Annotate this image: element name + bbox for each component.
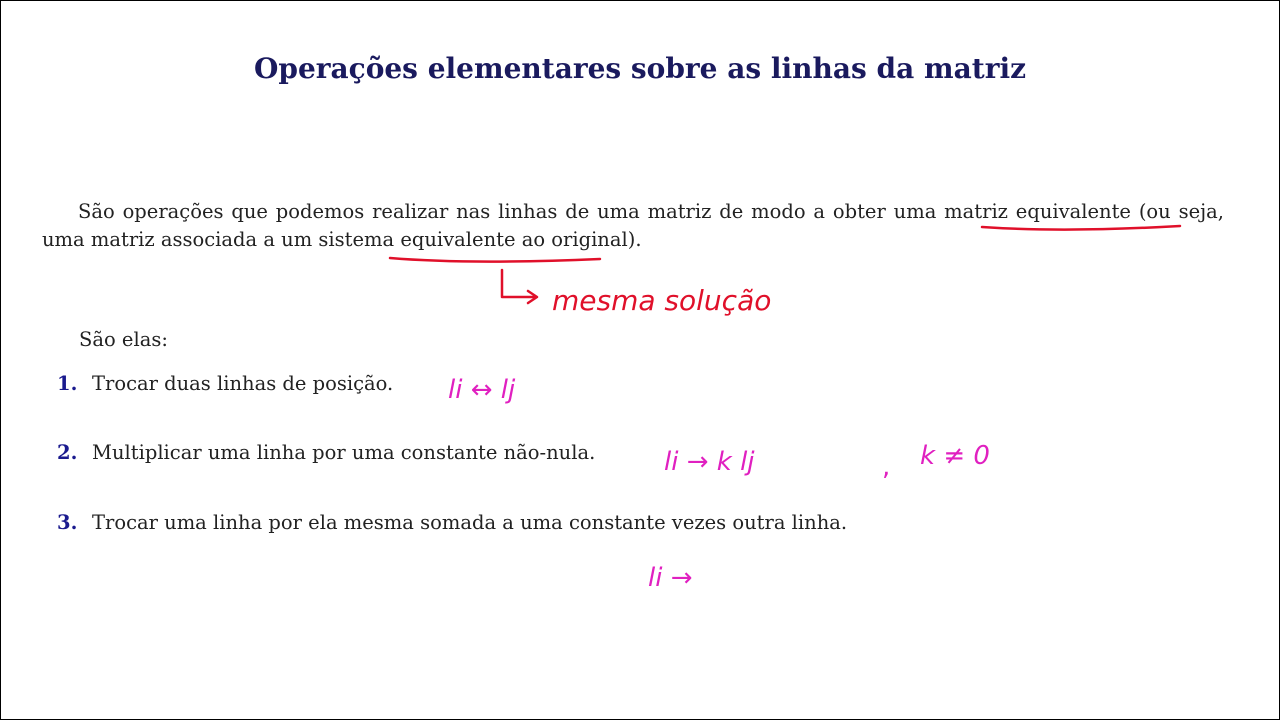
underline-matriz-equivalente <box>982 226 1180 230</box>
paragraph-text-3: ao original). <box>515 228 642 251</box>
annotation-sum: li → <box>648 563 693 593</box>
item-text: Trocar duas linhas de posição. <box>92 372 394 395</box>
item-number: 2. <box>57 441 78 464</box>
annotation-swap: li ↔ lj <box>448 375 516 405</box>
note-mesma-solucao: mesma solução <box>552 284 772 317</box>
item-text: Trocar uma linha por ela mesma somada a uma constante vezes outra linha. <box>92 511 848 534</box>
underlined-matriz-equivalente: matriz equivalente <box>944 200 1131 223</box>
list-intro: São elas: <box>79 328 168 351</box>
annotation-scale: li → k lj <box>664 447 755 477</box>
item-number: 3. <box>57 511 78 534</box>
slide-title: Operações elementares sobre as linhas da matriz <box>253 52 1027 85</box>
item-number: 1. <box>57 372 78 395</box>
paragraph-text-2: (ou seja, uma matriz associada a um <box>42 200 1224 251</box>
annotation-comma: , <box>882 452 891 482</box>
arrow-icon <box>502 270 537 303</box>
item-text: Multiplicar uma linha por uma constante não-nula. <box>92 441 596 464</box>
underline-sistema-equivalente <box>390 258 600 262</box>
underlined-sistema-equivalente: sistema equivalente <box>318 228 516 251</box>
annotation-condition: k ≠ 0 <box>920 441 990 471</box>
paragraph-text-1: São operações que podemos realizar nas linhas de uma matriz de modo a obter uma <box>78 200 945 223</box>
